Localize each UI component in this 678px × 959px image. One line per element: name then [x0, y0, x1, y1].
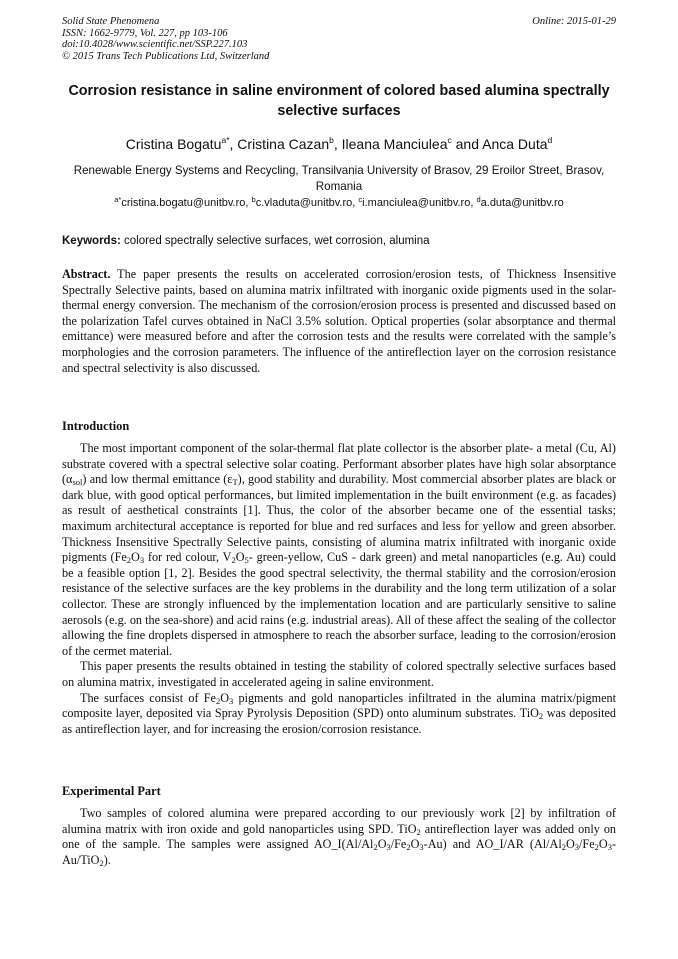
subscript: T	[232, 477, 238, 488]
online-date: Online: 2015-01-29	[532, 16, 616, 27]
text-run: -Au/TiO	[62, 837, 616, 867]
text-run: The most important component of the solar-thermal flat plate collector is the absorber plate- a metal (Cu, Al) substrate covered with a spectral selective solar coating. Performant absorber plates have high solar absorptance (α	[62, 441, 616, 487]
email-link[interactable]: i.manciulea@unitbv.ro	[362, 197, 471, 209]
author-name: Anca Duta	[482, 136, 548, 152]
author-name: Cristina Cazan	[237, 136, 330, 152]
keywords-text: colored spectrally selective surfaces, wet corrosion, alumina	[120, 235, 430, 247]
intro-paragraph-2: This paper presents the results obtained in testing the stability of colored spectrally selective surfaces based on alumina matrix, investigated in accelerated ageing in saline environment.	[62, 659, 616, 689]
subscript: 2	[373, 842, 378, 853]
text-run: O	[565, 837, 575, 852]
email-sep: ,	[245, 197, 252, 209]
text-run: ).	[103, 852, 111, 867]
abstract	[62, 267, 616, 376]
subscript: 3	[229, 695, 234, 706]
subscript: 2	[406, 842, 411, 853]
text-run: O	[235, 550, 245, 565]
subscript: 2	[99, 857, 104, 868]
text-run: pigments and gold nanoparticles infiltrated in the alumina matrix/pigment composite layer, deposited via Spray Pyrolysis Deposition (SPD) onto aluminum substrates. TiO	[62, 690, 616, 721]
text-run: -Au) and AO_I/AR (Al/Al	[423, 837, 562, 852]
author-sup: c	[447, 135, 452, 145]
author-sup: a*	[221, 135, 230, 145]
abstract-label: Abstract.	[62, 267, 111, 281]
text-run: /Fe	[579, 837, 595, 852]
subscript: 2	[126, 555, 132, 566]
author-name: Ileana Manciulea	[341, 136, 448, 152]
paper-title: Corrosion resistance in saline environment of colored based alumina spectrally selective surfaces	[68, 83, 610, 119]
journal-name: Solid State Phenomena	[62, 16, 160, 27]
subscript: 3	[139, 555, 145, 566]
email-sep: ,	[352, 197, 359, 209]
text-run: O	[598, 837, 608, 852]
subscript: 2	[231, 555, 236, 566]
journal-header	[62, 16, 616, 62]
subscript: 2	[538, 711, 544, 722]
text-run: for red colour, V	[144, 550, 232, 565]
subscript: 5	[244, 555, 249, 566]
email-link[interactable]: c.vladuta@unitbv.ro	[255, 197, 353, 209]
author-sep: and	[451, 136, 483, 152]
subscript: 3	[386, 842, 391, 853]
section-heading-introduction: Introduction	[62, 419, 130, 433]
journal-doi: doi:10.4028/www.scientific.net/SSP.227.103	[62, 39, 248, 50]
email-sup: b	[251, 195, 256, 204]
introduction-body	[62, 441, 616, 737]
journal-issn: ISSN: 1662-9779, Vol. 227, pp 103-106	[62, 27, 228, 39]
text-run: was deposited as antireflection layer, and for increasing the erosion/corrosion resistance.	[62, 706, 616, 736]
text-run: Two samples of colored alumina were prepared according to our previously work [2] by infiltration of alumina matrix with iron oxide and gold nanoparticles using SPD. TiO	[62, 806, 616, 836]
text-run: O	[377, 837, 387, 852]
subscript: 2	[416, 826, 421, 837]
intro-paragraph-3	[62, 691, 616, 738]
email-sup: c	[358, 195, 363, 204]
abstract-text: The paper presents the results on accelerated corrosion/erosion tests, of Thickness Insensitive Spectrally Selective paints, based on alumina matrix infiltrated with inorganic oxide pigments used in the solar-thermal energy conversion. The mechanism of the corrosion/erosion process is presented and discussed based on the polarization Tafel curves obtained in NaCl 3.5% solution. Optical properties (solar absorptance and thermal emittance) were measured before and after the corrosion tests and the results were correlated with the sample’s morphologies and the corrosion parameters. The influence of the antireflection layer on the corrosion resistance and spectral selectivity is also discussed.	[62, 267, 616, 375]
text-run: O	[131, 550, 140, 565]
text-run: - green-yellow, CuS - dark green) and metal nanoparticles (e.g. Au) could be a feasible option [1, 2]. Besides the good spectral selectivity, the thermal stability and the corrosion/erosion resistance of the selective surfaces are the key problems in the durability and the long term utilization of a solar collector. These are strongly influenced by the implementation location and are particularly sensitive to saline aerosols (e.g. on the sea-shore) and acid rains (e.g. industrial areas). All of these affect the sealing of the collector allowing the fine droplets dispersed in atmosphere to reach the absorber surface, leading to the corrosion/erosion of the cermet material.	[62, 550, 616, 658]
subscript: 3	[419, 842, 424, 853]
author-sep: ,	[333, 136, 342, 152]
email-sup: d	[476, 195, 481, 204]
author-name: Cristina Bogatu	[125, 136, 222, 152]
text-run: antireflection layer was added only on one of the sample. The samples were assigned AO_I(Al/Al	[62, 821, 617, 852]
text-run: O	[410, 837, 420, 852]
subscript: sol	[72, 477, 83, 488]
intro-paragraph-1	[62, 441, 616, 659]
subscript: 2	[561, 842, 566, 853]
email-link[interactable]: cristina.bogatu@unitbv.ro	[121, 197, 246, 209]
keywords	[62, 234, 618, 248]
subscript: 2	[215, 695, 221, 706]
subscript: 2	[594, 842, 599, 853]
text-run: O	[220, 690, 230, 705]
subscript: 3	[607, 842, 612, 853]
experimental-body	[62, 806, 616, 868]
text-run: The surfaces consist of Fe	[80, 690, 216, 705]
subscript: 3	[574, 842, 580, 853]
author-sep: ,	[229, 136, 238, 152]
author-sup: d	[547, 135, 553, 145]
email-link[interactable]: a.duta@unitbv.ro	[480, 197, 564, 209]
text-run: ) and low thermal emittance (ε	[82, 472, 233, 487]
experimental-paragraph-1	[62, 806, 616, 868]
email-sep: ,	[470, 197, 477, 209]
author-list	[60, 134, 618, 154]
text-run: /Fe	[390, 837, 407, 852]
keywords-label: Keywords:	[62, 235, 121, 247]
journal-copyright: © 2015 Trans Tech Publications Ltd, Switzerland	[62, 50, 270, 62]
section-heading-experimental: Experimental Part	[62, 784, 161, 798]
author-sup: b	[329, 135, 334, 145]
email-sup: a*	[114, 195, 122, 204]
email-list	[60, 196, 618, 210]
affiliation: Renewable Energy Systems and Recycling, Transilvania University of Brasov, 29 Eroilor Street, Brasov, Romania	[73, 164, 605, 193]
text-run: ), good stability and durability. Most commercial absorber plates are black or dark blue, with good optical performances, but limited implementation in the built environment (e.g. as facades) as result of aesthetical constraints [1]. Thus, the color of the absorber became one of the essential tasks; maximum architectural acceptance is reported for blue and red surfaces and less for yellow and green absorber. Thickness Insensitive Spectrally Selective paints, consisting of alumina matrix infiltrated with inorganic oxide pigments (Fe	[62, 472, 616, 565]
